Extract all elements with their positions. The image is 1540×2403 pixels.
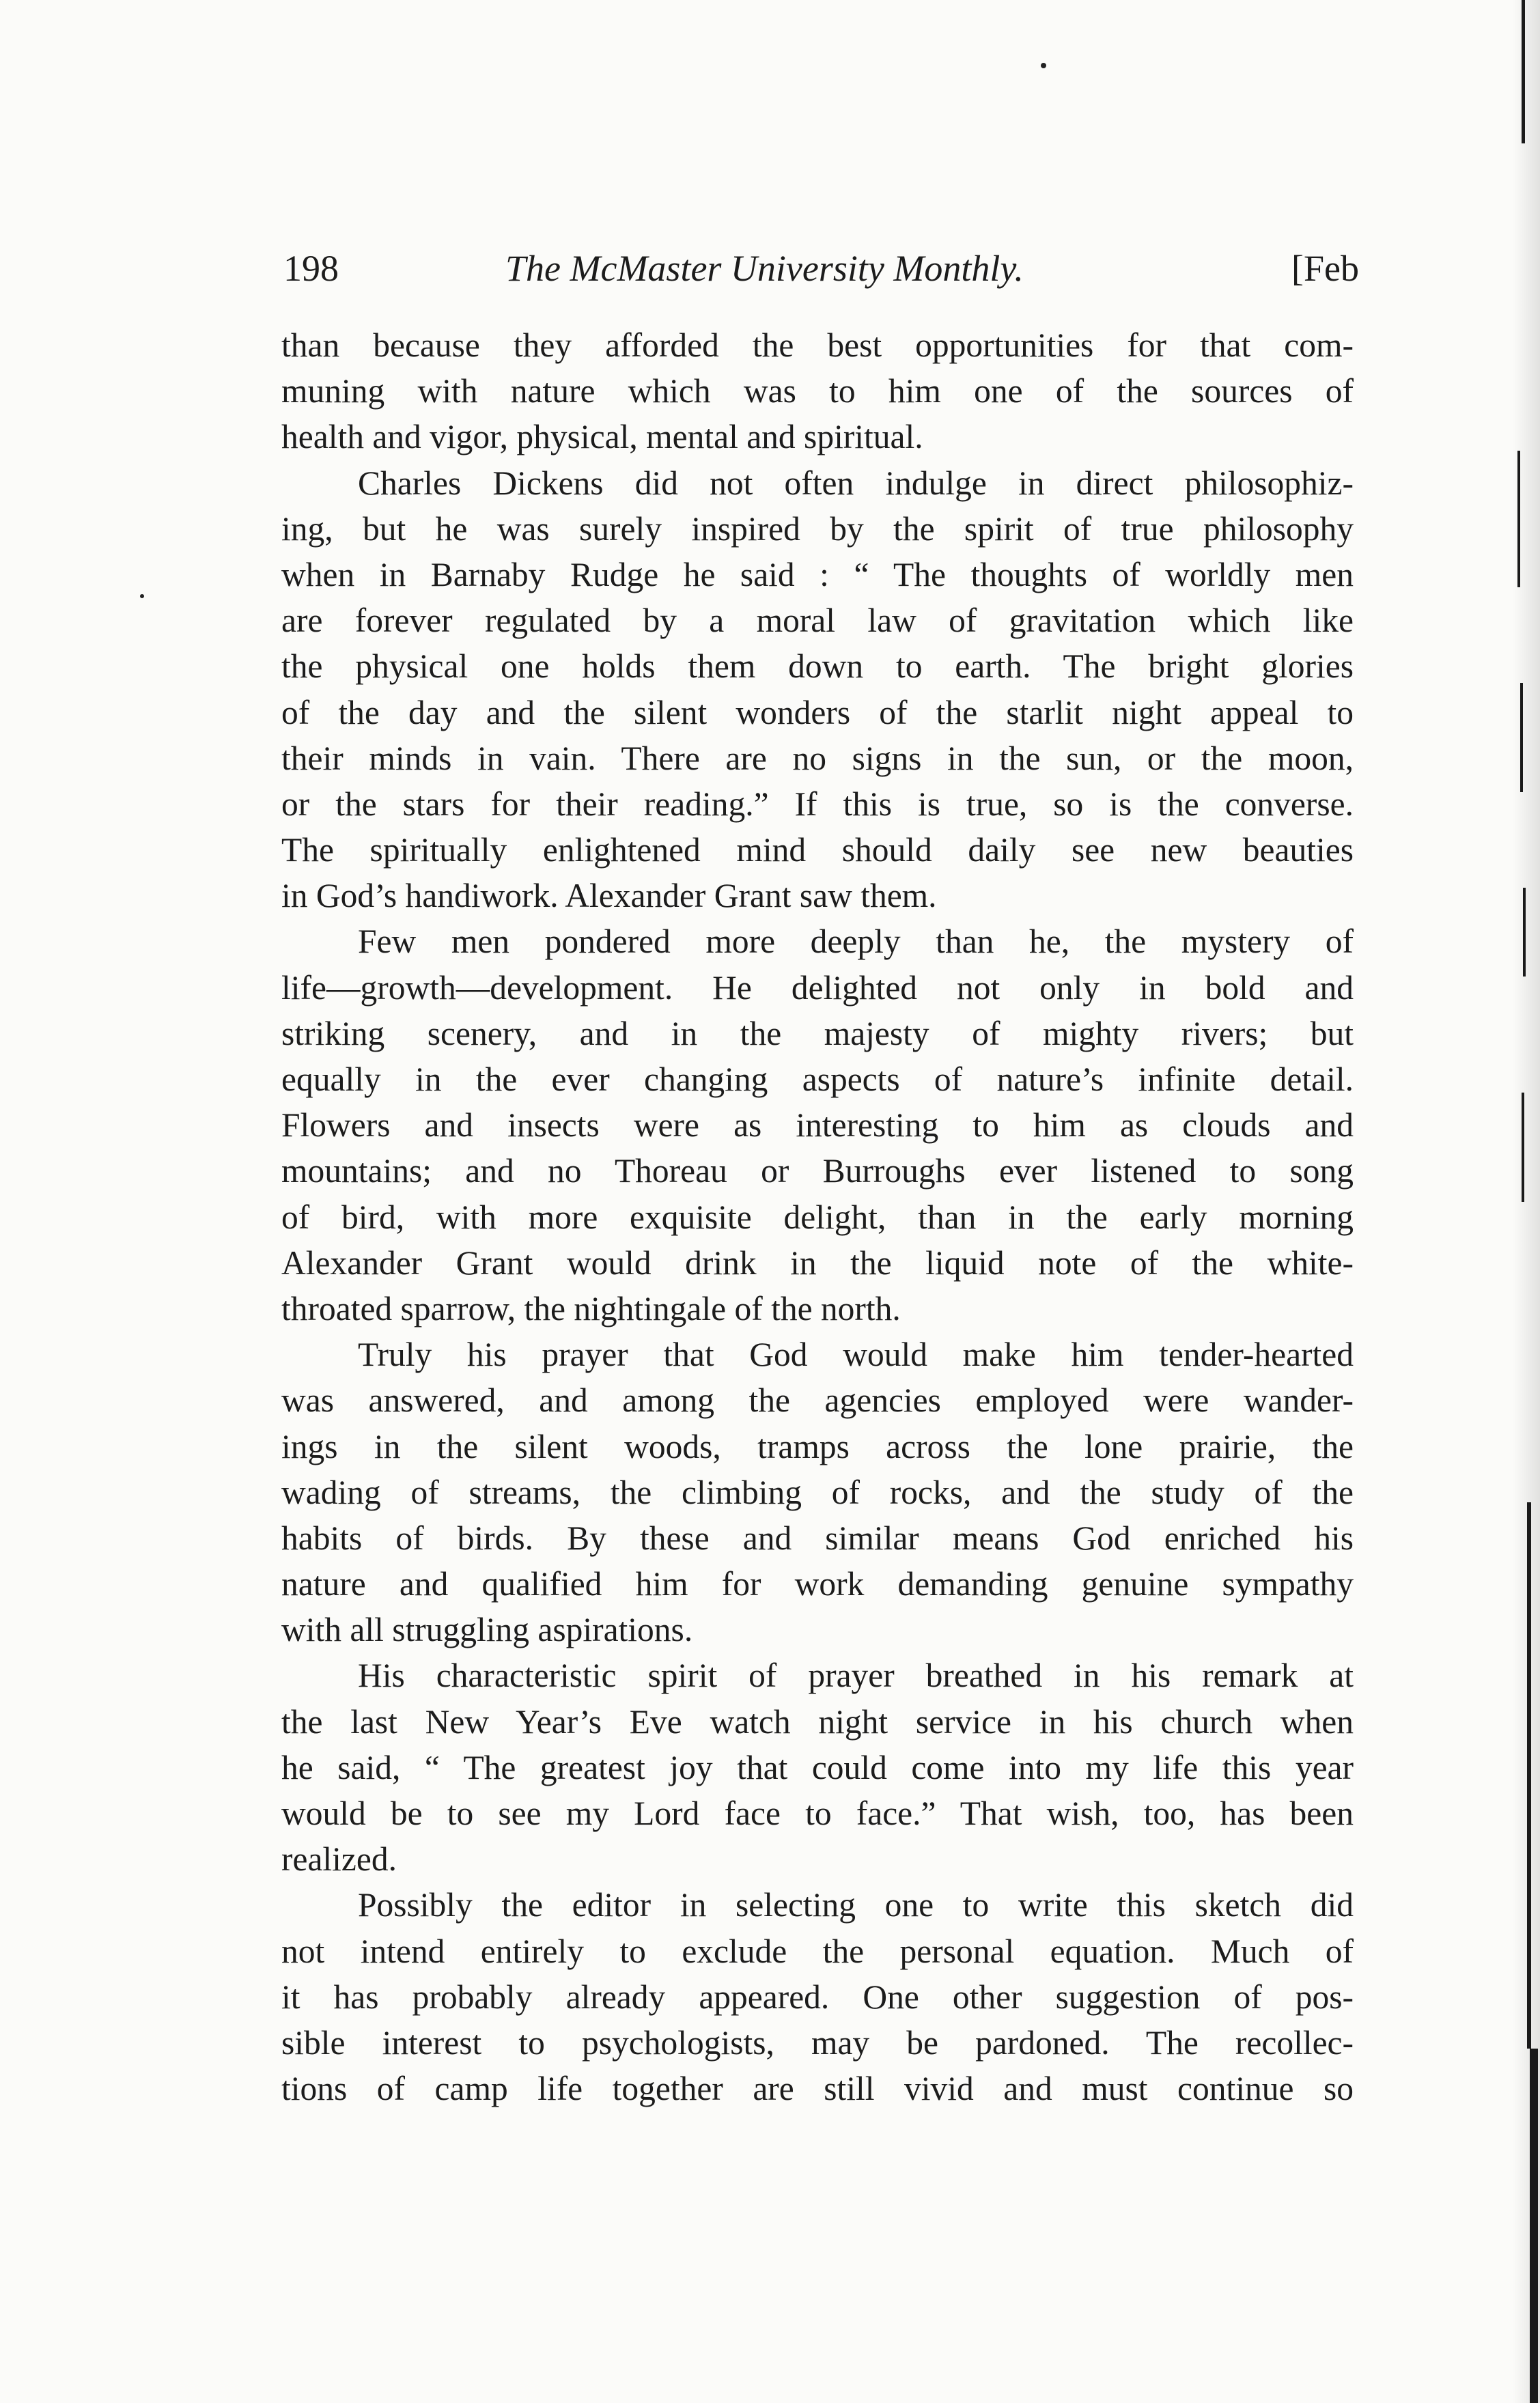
text-line: of the day and the silent wonders of the starlit night appeal to bbox=[281, 693, 1354, 731]
text-line: not intend entirely to exclude the personal equation. Much of bbox=[281, 1932, 1354, 1970]
text-line: sible interest to psychologists, may be pardoned. The recollec- bbox=[281, 2023, 1354, 2062]
text-line: throated sparrow, the nightingale of the north. bbox=[281, 1289, 901, 1327]
binding-edge-mark bbox=[1520, 683, 1523, 792]
binding-edge-mark bbox=[1522, 0, 1525, 143]
text-line: the last New Year’s Eve watch night service in his church when bbox=[281, 1702, 1354, 1741]
text-line: muning with nature which was to him one of the sources of bbox=[281, 372, 1354, 410]
text-line: of bird, with more exquisite delight, than in the early morning bbox=[281, 1198, 1354, 1236]
body-text bbox=[281, 322, 1354, 2111]
issue-month: [Feb bbox=[1291, 248, 1359, 289]
text-line: or the stars for their reading.” If this is true, so is the converse. bbox=[281, 785, 1354, 823]
binding-edge-mark bbox=[1527, 1502, 1531, 2049]
text-line: His characteristic spirit of prayer breathed in his remark at bbox=[358, 1657, 1354, 1695]
journal-title: The McMaster University Monthly. bbox=[505, 248, 1024, 289]
text-line: the physical one holds them down to earth. The bright glories bbox=[281, 647, 1354, 686]
text-line: it has probably already appeared. One other suggestion of pos- bbox=[281, 1978, 1354, 2016]
text-line: Charles Dickens did not often indulge in direct philosophiz- bbox=[358, 464, 1354, 502]
text-line: nature and qualified him for work demanding genuine sympathy bbox=[281, 1565, 1354, 1603]
text-line: life—growth—development. He delighted not only in bold and bbox=[281, 968, 1354, 1007]
text-line: mountains; and no Thoreau or Burroughs ever listened to song bbox=[281, 1152, 1354, 1190]
text-line: are forever regulated by a moral law of gravitation which like bbox=[281, 602, 1354, 640]
text-line: The spiritually enlightened mind should daily see new beauties bbox=[281, 831, 1354, 869]
text-line: ing, but he was surely inspired by the spirit of true philosophy bbox=[281, 509, 1354, 548]
page-number: 198 bbox=[283, 248, 339, 289]
text-line: habits of birds. By these and similar means God enriched his bbox=[281, 1519, 1354, 1557]
text-line: Flowers and insects were as interesting to him as clouds and bbox=[281, 1106, 1354, 1144]
binding-edge-mark bbox=[1522, 1093, 1524, 1202]
text-line: in God’s handiwork. Alexander Grant saw them. bbox=[281, 877, 937, 915]
scan-speck bbox=[1041, 63, 1046, 68]
text-line: health and vigor, physical, mental and spiritual. bbox=[281, 418, 923, 456]
page-edge-shadow bbox=[1513, 0, 1540, 2403]
text-line: striking scenery, and in the majesty of mighty rivers; but bbox=[281, 1014, 1354, 1052]
text-line: Alexander Grant would drink in the liquid note of the white- bbox=[281, 1243, 1354, 1282]
text-line: with all struggling aspirations. bbox=[281, 1611, 693, 1649]
text-line: realized. bbox=[281, 1840, 397, 1879]
text-line: would be to see my Lord face to face.” That wish, too, has been bbox=[281, 1795, 1354, 1832]
text-line: Possibly the editor in selecting one to write this sketch did bbox=[358, 1886, 1354, 1924]
text-line: equally in the ever changing aspects of nature’s infinite detail. bbox=[281, 1060, 1354, 1098]
text-line: Few men pondered more deeply than he, the mystery of bbox=[358, 923, 1354, 961]
running-header bbox=[283, 247, 1359, 295]
text-line: tions of camp life together are still vivid and must continue so bbox=[281, 2070, 1354, 2108]
scan-speck bbox=[140, 594, 144, 598]
text-line: he said, “ The greatest joy that could come into my life this year bbox=[281, 1748, 1354, 1786]
text-line: was answered, and among the agencies employed were wander- bbox=[281, 1381, 1354, 1420]
text-line: their minds in vain. There are no signs in the sun, or the moon, bbox=[281, 739, 1354, 777]
text-line: than because they afforded the best opportunities for that com- bbox=[281, 326, 1354, 364]
binding-edge-mark bbox=[1530, 2049, 1538, 2403]
binding-edge-mark bbox=[1517, 451, 1520, 587]
text-line: Truly his prayer that God would make him tender-hearted bbox=[358, 1336, 1354, 1374]
text-line: ings in the silent woods, tramps across the lone prairie, the bbox=[281, 1427, 1354, 1465]
text-line: when in Barnaby Rudge he said : “ The thoughts of worldly men bbox=[281, 555, 1354, 593]
text-line: wading of streams, the climbing of rocks, and the study of the bbox=[281, 1473, 1354, 1511]
binding-edge-mark bbox=[1523, 888, 1526, 976]
